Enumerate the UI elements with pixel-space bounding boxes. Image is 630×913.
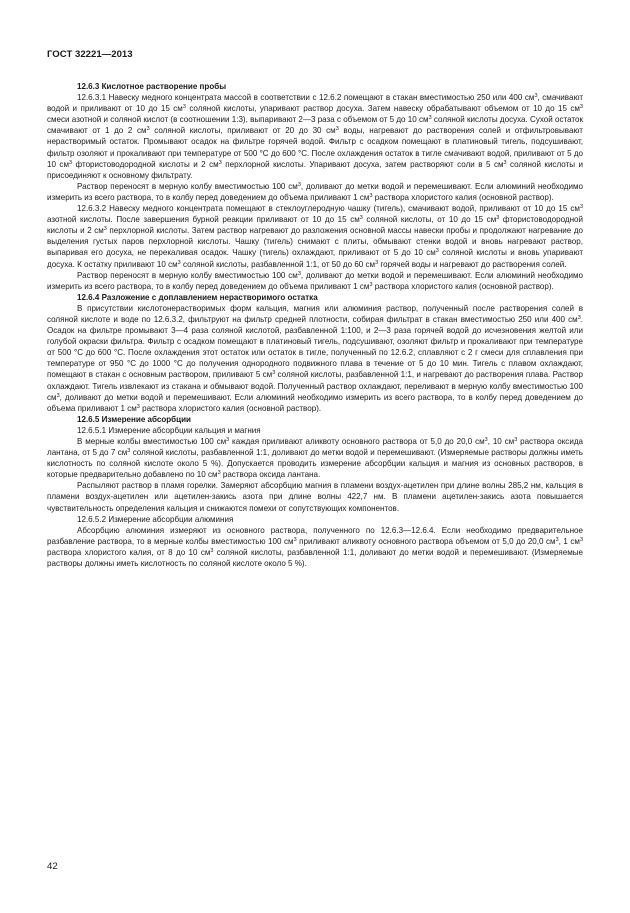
paragraph: Абсорбцию алюминия измеряют из основного раствора, полученного по 12.6.3—12.6.4. Если необходимо предварительное разбавление раствора, то в мерные колбы вместимостью 100 $см^3$ приливают аликвоту основного раствора объемом от 5,0 до 20,0 $см^3$, 1 $см^3$ раствора хлористого калия, от 8 до 10 $см^3$ соляной кислоты, разбавленной 1:1, доливают до метки водой и перемешивают. (Измеряемые растворы должны иметь кислотность по соляной кислоте около 5 %). — [47, 525, 583, 569]
document-header: ГОСТ 32221—2013 — [47, 49, 133, 60]
paragraph: Распыляют раствор в пламя горелки. Замеряют абсорбцию магния в пламени воздух-ацетилен при длине волны 285,2 нм, кальция в пламени воздух-ацетилен или ацетилен-закись азота при длине волны 422,7 нм. В пламени ацетилен-закись азота повышается чувствительность определения кальция и снижаются помехи от сопутствующих компонентов. — [47, 481, 583, 513]
paragraph: Раствор переносят в мерную колбу вместимостью 100 $см^3$, доливают до метки водой и перемешивают. Если алюминий необходимо измерить из всего раствора, то в колбу перед доведением до объема приливают 1 $см^3$ раствора хлористого калия (основной раствор). — [47, 270, 583, 291]
section-heading: 12.6.4 Разложение с доплавлением нерастворимого остатка — [77, 292, 318, 302]
section-heading: 12.6.3 Кислотное растворение пробы — [77, 82, 227, 91]
paragraph: 12.6.5.1 Измерение абсорбции кальция и магния — [77, 425, 261, 435]
document-body — [47, 81, 583, 569]
page-number: 42 — [47, 861, 58, 872]
paragraph: В мерные колбы вместимостью 100 $см^3$ каждая приливают аликвоту основного раствора от 5,0 до 20,0 $см^3$, 10 $см^3$ раствора оксида лантана, от 5 до 7 $см^3$ соляной кислоты, разбавленной 1:1, доливают до метки водой и перемешивают. (Измеряемые растворы должны иметь кислотность по соляной кислоте около 5 %). Допускается проводить измерение абсорбции кальция и магния из основных растворов, в которые предварительно добавлено по 10 $см^3$ раствора оксида лантана. — [47, 437, 583, 480]
paragraph: 12.6.5.2 Измерение абсорбции алюминия — [77, 514, 234, 524]
paragraph: 12.6.3.2 Навеску медного концентрата помещают в стеклоуглеродную чашку (тигель), смачивают водой, приливают от 10 до 15 $см^3$ азотной кислоты. После завершения бурной реакции приливают от 10 до 15 $см^3$ соляной кислоты, от 10 до 15 $см^3$ фтористоводородной кислоты и 2 $см^3$ перхлорной кислоты. Затем раствор нагревают до разложения основной массы навески пробы и продолжают нагревание до выделения густых паров перхлорной кислоты. Чашку (тигель) снимают с плиты, обмывают стенки водой и вновь нагревают раствор, выпаривая его досуха, не перекаливая осадок. Чашку (тигель) охлаждают, приливают от 5 до 10 $см^3$ соляной кислоты и вновь упаривают досуха. К остатку приливают 10 $см^3$ соляной кислоты, разбавленной 1:1, от 50 до 60 $см^3$ горячей воды и нагревают до растворения солей. — [47, 204, 584, 269]
section-heading: 12.6.5 Измерение абсорбции — [77, 414, 191, 424]
paragraph: Раствор переносят в мерную колбу вместимостью 100 $см^3$, доливают до метки водой и перемешивают. Если алюминий необходимо измерить из всего раствора, то в колбу перед доведением до объема приливают 1 $см^3$ раствора хлористого калия (основной раствор). — [47, 181, 583, 202]
paragraph: В присутствии кислотонерастворимых форм кальция, магния или алюминия раствор, полученный после растворения солей в соляной кислоте и воде по 12.6.3.2, фильтруют на фильтр средней плотности, собирая фильтрат в стакан вместимостью 250 или 400 $см^3$. Осадок на фильтре промывают 3—4 раза соляной кислотой, разбавленной 1:100, и 2—3 раза горячей водой до исчезновения желтой или голубой окраски фильтра. Фильтр с осадком помещают в платиновый тигель, подсушивают, озоляют фильтр и прокаливают при температуре от 500 °С до 600 °С. После охлаждения этот остаток или остаток в тигле, полученный по 12.6.2, сплавляют с 2 г смеси для сплавления при температуре от 950 °С до 1000 °С до получения однородного подвижного плава в течение от 5 до 10 мин. Тигель с плавом охлаждают, помещают в стакан с основным раствором, приливают 5 $см^3$ соляной кислоты, разбавленной 1:1, и нагревают до растворения плава. Раствор охлаждают. Тигель извлекают из стакана и обмывают водой. Полученный раствор охлаждают, переливают в мерную колбу вместимостью 100 $см^3$, доливают до метки водой и перемешивают. Если алюминий необходимо измерить из всего раствора, то в колбу перед доведением до объема приливают 1 $см^3$ раствора хлористого калия (основной раствор). — [47, 303, 583, 413]
paragraph: 12.6.3.1 Навеску медного концентрата массой в соответствии с 12.6.2 помещают в стакан вместимостью 250 или 400 $см^3$, смачивают водой и приливают от 10 до 15 $см^3$ соляной кислоты, упаривают раствор досуха. Затем навеску обрабатывают объемом от 10 до 15 $см^3$ смеси азотной и соляной кислот (в соотношении 1:3), выпаривают 2—3 раза с объемом от 5 до 10 $см^3$ соляной кислоты досуха. Сухой остаток смачивают от 1 до 2 $см^3$ соляной кислоты, приливают от 20 до 30 $см^3$ воды, нагревают до растворения солей и отфильтровывают нерастворимый остаток. Промывают осадок на фильтре горячей водой. Фильтр с осадком помещают в платиновый тигель, подсушивают, фильтр озоляют и прокаливают при температуре от 500 °С до 600 °С. После охлаждения остаток в тигле смачивают водой, приливают от 5 до 10 $см^3$ фтористоводородной кислоты и 2 $см^3$ перхлорной кислоты. Упаривают досуха, затем растворяют соли в 5 $см^3$ соляной кислоты и присоединяют к основному фильтрату. — [47, 93, 584, 180]
